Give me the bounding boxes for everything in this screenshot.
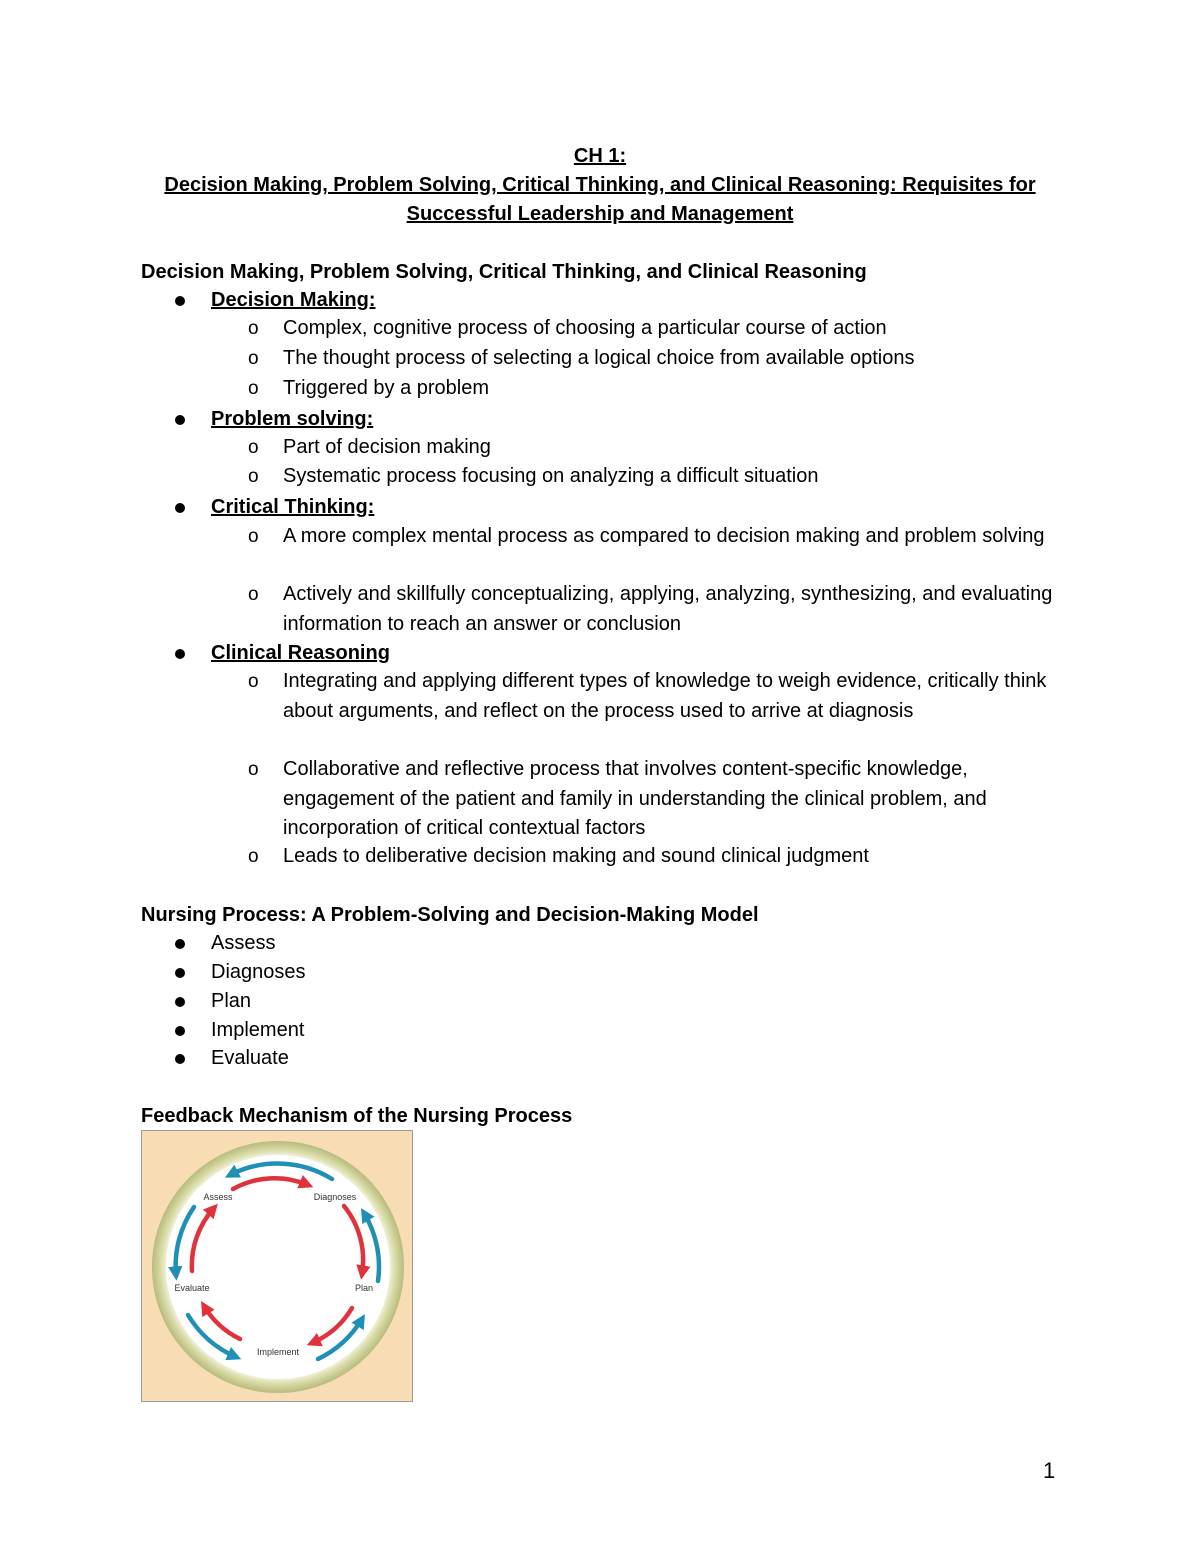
sub-item: Systematic process focusing on analyzing a difficult situation [283,465,819,487]
sub-bullet-icon: o [248,846,259,867]
bullet-label: Critical Thinking: [211,496,375,518]
sub-item: Collaborative and reflective process that involves content-specific knowledge, engagement of the patient and family in understanding the clinical problem, and incorporation of critical contextual factors [283,758,987,839]
bullet-icon [175,1026,185,1036]
list-item: Evaluate [211,1047,289,1069]
bullet-icon [175,415,185,425]
document-title [140,142,1060,229]
list-item: Assess [211,932,276,954]
sub-item: Part of decision making [283,436,491,458]
sub-bullet-icon: o [248,437,259,458]
sub-item: Complex, cognitive process of choosing a particular course of action [283,317,887,339]
title-line-1: CH 1: [573,145,627,167]
sub-item: Triggered by a problem [283,377,490,399]
title-line-3: Successful Leadership and Management [406,203,794,225]
bullet-icon [175,296,185,306]
bullet-label: Decision Making: [211,289,376,311]
sub-item: The thought process of selecting a logical choice from available options [283,347,915,369]
bullet-icon [175,1054,185,1064]
feedback-cycle-svg [142,1131,414,1403]
list-item: Plan [211,990,252,1012]
bullet-clinical-reasoning [211,639,390,668]
section-heading-feedback: Feedback Mechanism of the Nursing Process [141,1105,573,1127]
diagram-label-implement: Implement [256,1347,300,1357]
list-item: Implement [211,1019,305,1041]
section-heading-decision-making: Decision Making, Problem Solving, Critical Thinking, and Clinical Reasoning [141,261,867,283]
sub-bullet-icon: o [248,759,259,780]
sub-bullet-icon: o [248,526,259,547]
list-item: Diagnoses [211,961,306,983]
diagram-label-plan: Plan [354,1283,374,1293]
sub-bullet-icon: o [248,348,259,369]
bullet-icon [175,939,185,949]
sub-bullet-icon: o [248,671,259,692]
sub-item: Integrating and applying different types of knowledge to weigh evidence, critically think about arguments, and reflect on the process used to arrive at diagnosis [283,670,1047,722]
sub-bullet-icon: o [248,318,259,339]
page-number: 1 [1043,1458,1056,1483]
bullet-problem-solving [211,405,373,434]
bullet-icon [175,997,185,1007]
diagram-label-evaluate: Evaluate [174,1283,210,1293]
sub-bullet-icon: o [248,584,259,605]
bullet-decision-making [211,286,375,315]
sub-bullet-icon: o [248,378,259,399]
inner-disc [166,1155,390,1379]
bullet-critical-thinking [211,493,374,522]
diagram-label-diagnoses: Diagnoses [313,1192,357,1202]
bullet-icon [175,968,185,978]
title-line-2: Decision Making, Problem Solving, Critical Thinking, and Clinical Reasoning: Requisites for [164,174,1036,196]
bullet-icon [175,649,185,659]
bullet-label: Clinical Reasoning [211,642,390,664]
sub-item: Leads to deliberative decision making and sound clinical judgment [283,845,869,867]
sub-bullet-icon: o [248,466,259,487]
feedback-diagram [141,1130,413,1402]
bullet-label: Problem solving: [211,408,374,430]
section-heading-nursing-process: Nursing Process: A Problem-Solving and Decision-Making Model [141,904,759,926]
diagram-label-assess: Assess [203,1192,233,1202]
sub-item: Actively and skillfully conceptualizing, applying, analyzing, synthesizing, and evaluating information to reach an answer or conclusion [283,583,1053,635]
bullet-icon [175,503,185,513]
sub-item: A more complex mental process as compared to decision making and problem solving [283,525,1045,547]
